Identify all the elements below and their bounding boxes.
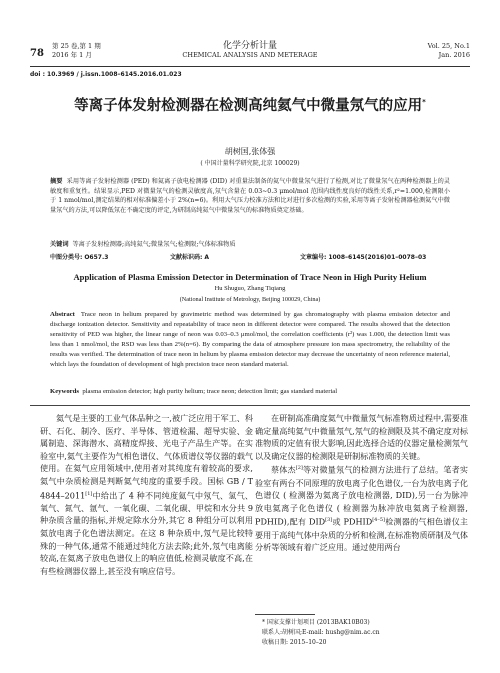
journal-name-en: CHEMICAL ANALYSIS AND METERAGE — [182, 51, 318, 59]
affiliation-en: (National Institute of Metrology, Beijing 100029, China) — [179, 296, 321, 303]
clc-label: 中图分类号: — [50, 254, 83, 261]
journal-name — [30, 42, 470, 60]
body-paragraph: 氦气是主要的工业气体品种之一,被广泛应用于军工、科研、石化、制冷、医疗、半导体、管道检漏、超导实验、金属制造、深海潜水、高精度焊接、光电子产品生产等。在实验室中,氦气主要作为气相色谱仪、气体质谱仪等仪器的载气使用。在氦气应用领域中,使用者对其纯度有着较高的要求,氦气中杂质检测是判断氦气纯度的重要手段。国标 GB / T 4844–2011[1]中给出了 4 种不同纯度氦气中氖气、氢气、氧气、氮气、氩气、一氧化碳、二氧化碳、甲烷和水分共 9 种杂质含量的指标,并规定除水分外,其它 8 种组分可以利用氦放电离子化色谱法测定。在这 8 种杂质中,氖气是比较特殊的一种气体,通常不能通过纯化方法去除;此外,氖气电离能较高,在氦离子放电色谱仪上的响应值低,检测灵敏度不高,在有些检测器仪器上,甚至没有响应信号。 — [40, 413, 254, 576]
authors-cn: 胡树国,张体强 — [224, 147, 276, 156]
body-column-right — [255, 412, 468, 554]
abstract-cn-text: 采用等离子发射检测器 (PED) 和氦离子放电检测器 (DID) 对重量法制备的氦气中微量氖气进行了检测,对比了微量氖气在两种检测器上的灵敏度和重复性。结果显示,PED 对微量氖气的检测灵敏度高,氖气含量在 0.03~0.3 μmol/mol 范围内线性度良好的线性关系,r²=1.000,检测限小于 1 nmol/mol,测定结果的相对标准偏差小于 2%(n=6)。利用大气压力校准方法和比对进行多次检测的实验,采用等离子发射检测器检测氦气中微量氖气的方法,可以降低氖在不确定度的评定,为研制高纯氦气中微量氖气的标准物质奠定基础。 — [50, 178, 451, 214]
keywords-cn — [50, 240, 450, 249]
footnote-received: 收稿日期: 2015–10–20 — [262, 639, 327, 646]
article-title-cn: 等离子体发射检测器在检测高纯氦气中微量氖气的应用* — [74, 97, 426, 114]
abstract-cn — [50, 177, 450, 215]
volume-cn: 第 25 卷,第 1 期 — [52, 42, 101, 50]
body-paragraph: 在研制高准确度氦气中微量氖气标准物质过程中,需要准确定量高纯氦气中微量氖气,氖气的检测限及其不确定度对标准物质的定值有很大影响,因此选择合适的仪器定量检测氖气以及确定仪器的检测限是研制标准物质的关键。 — [255, 413, 469, 461]
citation-ref[interactable]: [2] — [295, 465, 303, 472]
footnote-rule — [255, 614, 315, 615]
doi[interactable]: doi : 10.3969 / j.issn.1008–6145.2016.01.023 — [30, 71, 182, 78]
citation-ref[interactable]: [4–5] — [372, 517, 385, 524]
date-en: Jan. 2016 — [438, 51, 470, 59]
affiliation-cn: ( 中国计量科学研究院,北京 100029) — [200, 160, 300, 167]
footnote-fund: * 国家支撑计划项目 (2013BAK10B03) — [262, 619, 370, 626]
journal-name-cn: 化学分析计量 — [222, 41, 277, 51]
doc-code-label: 文献标识码: — [170, 254, 203, 261]
article-number-label: 文章编号: — [300, 254, 327, 261]
citation-ref[interactable]: [1] — [85, 490, 93, 497]
keywords-en-label: Keywords — [50, 388, 79, 395]
footnote-contact[interactable]: 联系人:胡树国;E-mail: hushg@nim.ac.cn — [262, 629, 380, 636]
section-rule — [30, 405, 470, 406]
citation-ref[interactable]: [3] — [325, 517, 333, 524]
header-rule — [30, 66, 470, 67]
keywords-en-text: plasma emission detector; high purity helium; trace neon; detection limit; gas standard material — [82, 388, 338, 395]
clc-code: O657.3 — [84, 254, 109, 261]
date-cn: 2016 年 1 月 — [52, 51, 92, 59]
fund-mark: * — [422, 98, 426, 106]
abstract-cn-label: 摘要 — [50, 178, 63, 185]
keywords-cn-text: 等离子发射检测器;高纯氦气;微量氖气;检测限;气体标准物质 — [72, 241, 236, 248]
abstract-en-label: Abstract — [50, 311, 75, 318]
page-number: 78 — [30, 48, 44, 59]
volume-en: Vol. 25, No.1 — [427, 42, 470, 50]
abstract-en — [50, 310, 450, 370]
abstract-en-text: Trace neon in helium prepared by gravimetric method was determined by gas chromatography with plasma emission detector and discharge ionization detector. Sensitivity and repeatability of trace neon in different detector were compared. The results showed that the detection sensitivity of PED was higher, the linear range of neon was 0.03–0.3 μmol/mol, the correlation coefficients (r²) was 1.000, the detection limit was less than 1 nmol/mol, the RSD was less than 2%(n=6). By comparing the data of atmosphere pressure ion mass spectrometry, the reliability of the results was verified. The determination of trace neon in helium by plasma emission detector may decrease the uncertainty of neon reference material, which lays the foundation of development of high precision trace neon standard material. — [50, 311, 450, 368]
article-title-en: Application of Plasma Emission Detector in Determination of Trace Neon in High Purity Helium — [73, 272, 427, 282]
body-column-left — [40, 412, 253, 577]
doc-code: A — [204, 254, 209, 261]
keywords-cn-label: 关键词 — [50, 241, 69, 248]
body-paragraph: 蔡体杰[2]等对微量氖气的检测方法进行了总结。笔者实验室有两台不同原理的放电离子化色谱仪,一台为放电离子化色谱仪 ( 检测器为氦离子放电检测器, DID),另一台为脉冲放电氦离子化色谱仪 ( 检测器为脉冲放电氦离子检测器, PDHID),配有 DID[3]或 PDHID[4–5]检测器的气相色谱仪主要用于高纯气体中杂质的分析和检测,在标准物质研制及气体分析等领域有着广泛应用。通过使用两台 — [255, 465, 469, 553]
issue-info-en — [428, 42, 470, 60]
authors-en: Hu Shuguo, Zhang Tiqiang — [214, 285, 286, 292]
footnote — [262, 618, 472, 648]
article-number: 1008–6145(2016)01–0078–03 — [328, 254, 427, 261]
keywords-en — [50, 387, 450, 397]
